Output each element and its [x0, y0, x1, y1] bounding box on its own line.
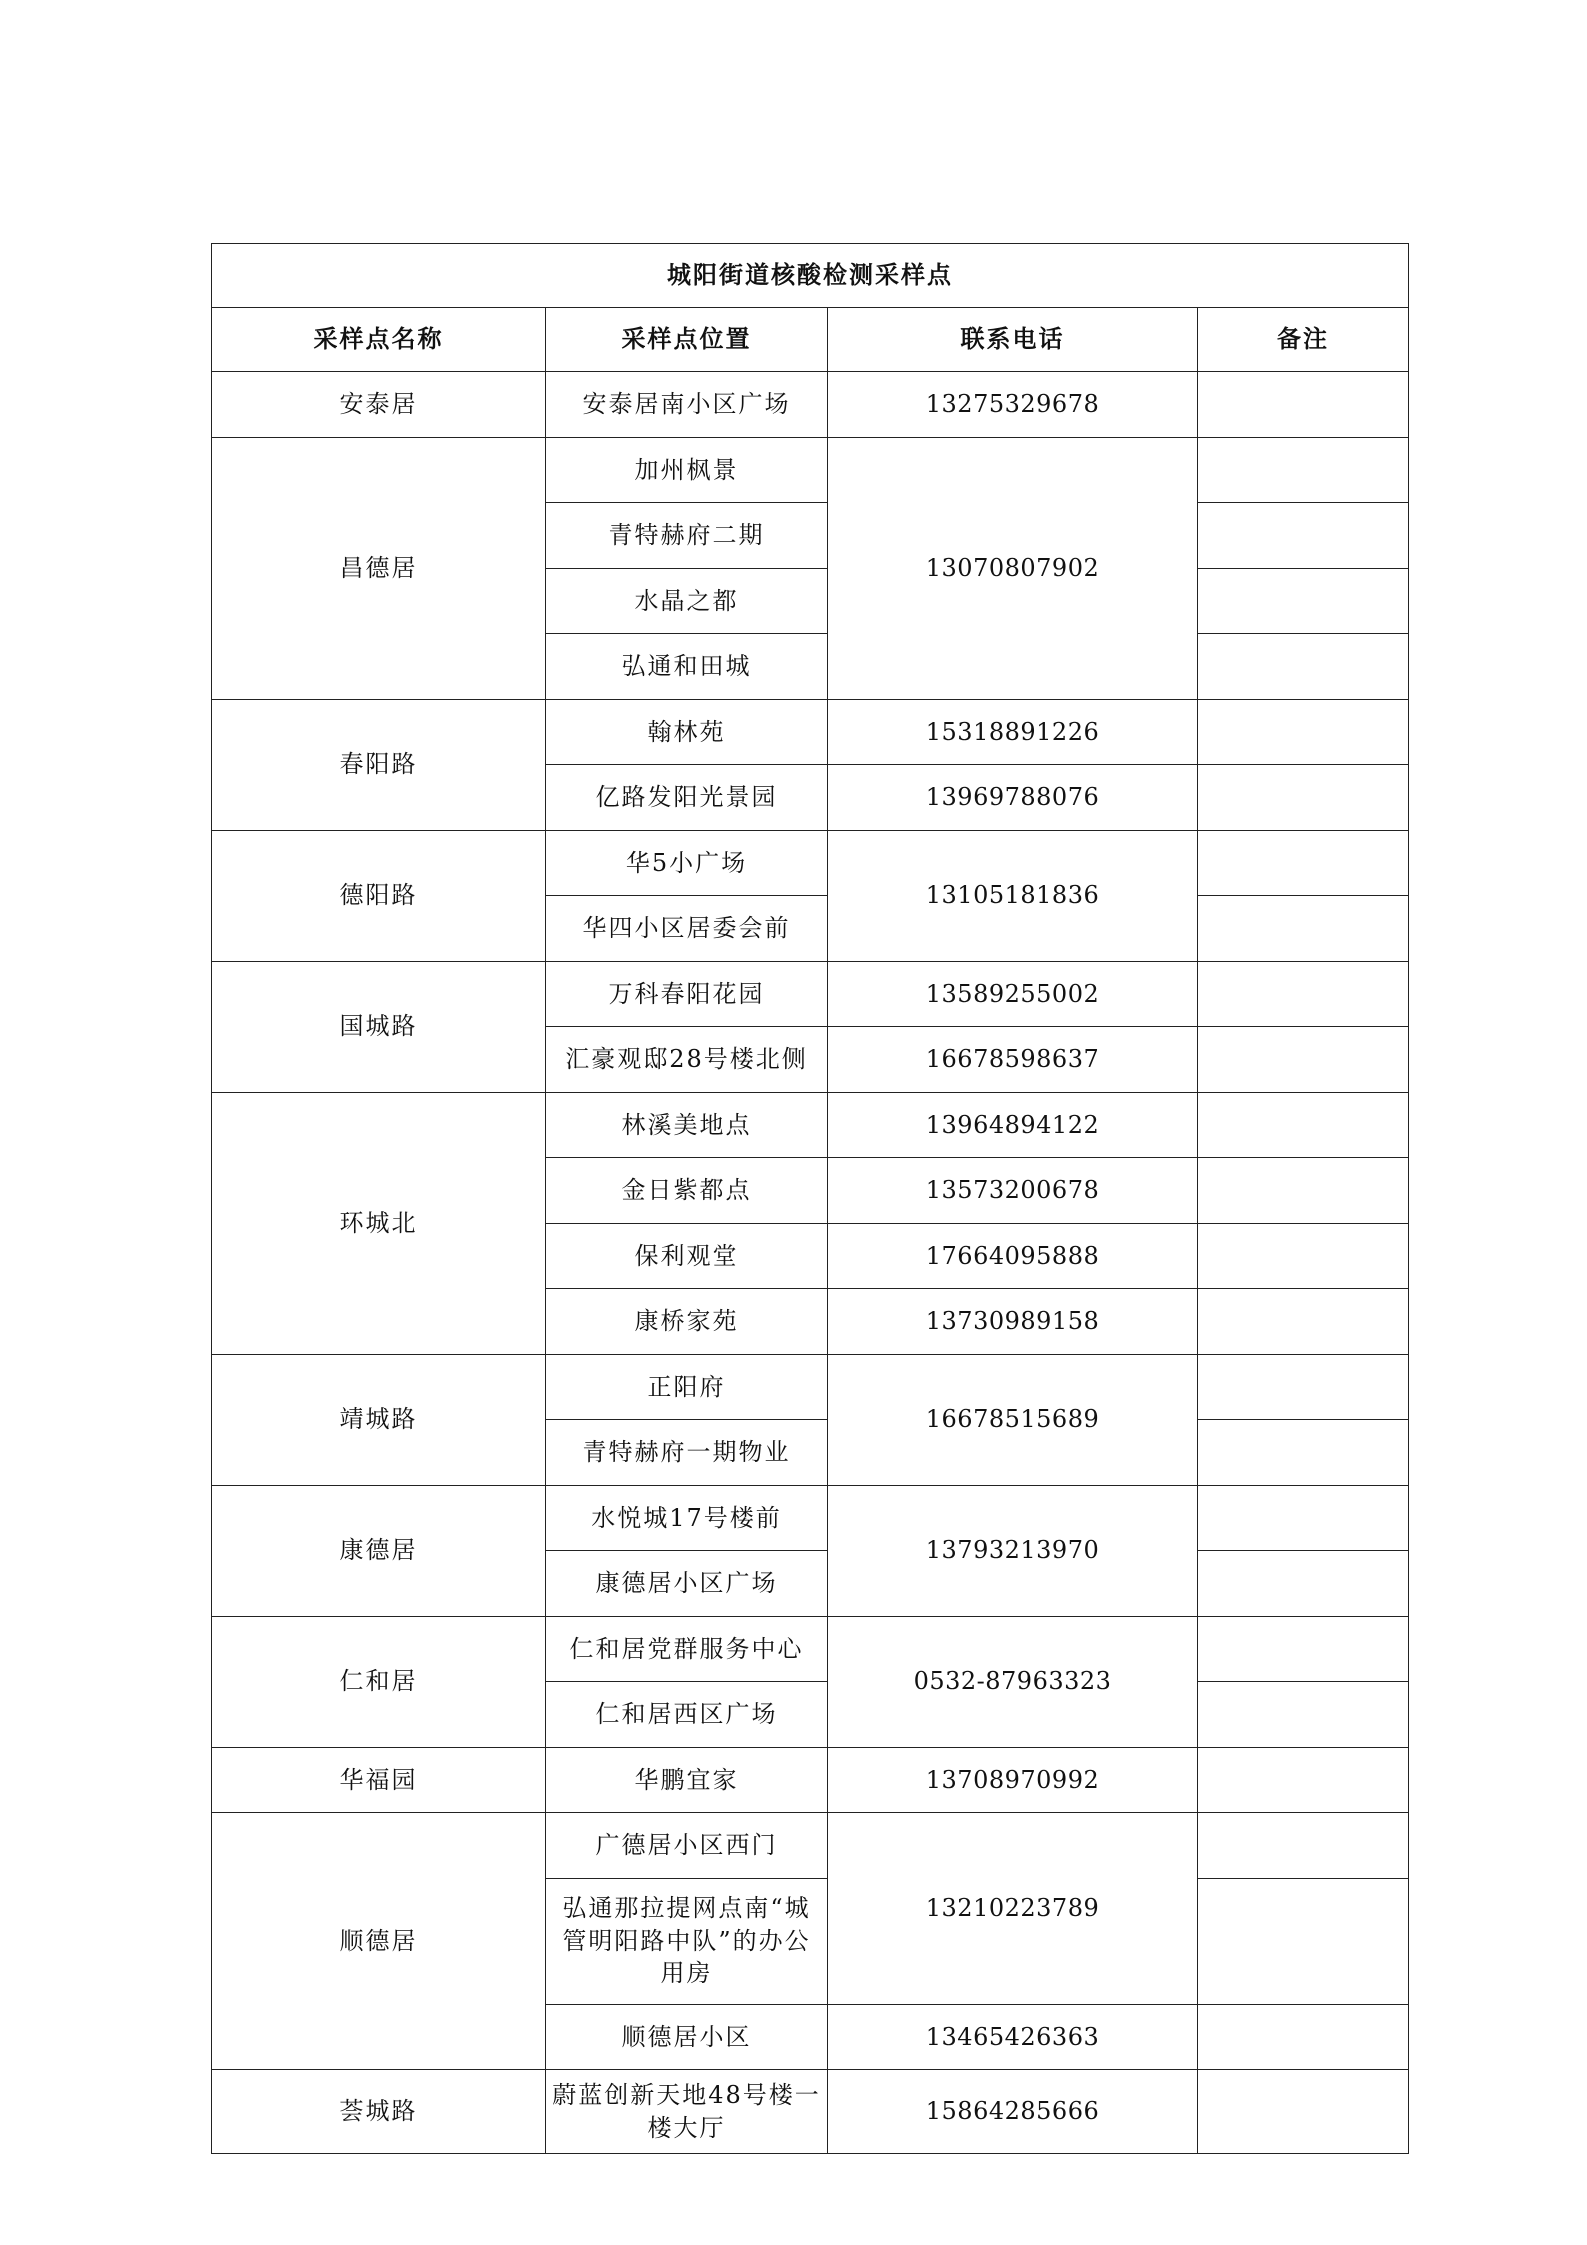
sampling-point-location: 康德居小区广场 — [546, 1551, 828, 1617]
contact-phone: 0532-87963323 — [828, 1616, 1198, 1747]
sampling-point-name: 春阳路 — [212, 699, 546, 830]
remarks-cell — [1198, 1092, 1409, 1158]
sampling-point-name: 靖城路 — [212, 1354, 546, 1485]
sampling-point-name: 顺德居 — [212, 1813, 546, 2070]
remarks-cell — [1198, 1027, 1409, 1093]
contact-phone: 13708970992 — [828, 1747, 1198, 1813]
sampling-point-location: 华5小广场 — [546, 830, 828, 896]
remarks-cell — [1198, 372, 1409, 438]
header-sampling-point-location: 采样点位置 — [546, 308, 828, 372]
sampling-point-location: 安泰居南小区广场 — [546, 372, 828, 438]
header-contact-phone: 联系电话 — [828, 308, 1198, 372]
contact-phone: 15864285666 — [828, 2070, 1198, 2154]
remarks-cell — [1198, 1420, 1409, 1486]
header-remarks: 备注 — [1198, 308, 1409, 372]
contact-phone: 13793213970 — [828, 1485, 1198, 1616]
remarks-cell — [1198, 503, 1409, 569]
remarks-cell — [1198, 1223, 1409, 1289]
remarks-cell — [1198, 830, 1409, 896]
sampling-point-location: 万科春阳花园 — [546, 961, 828, 1027]
remarks-cell — [1198, 1616, 1409, 1682]
sampling-point-location: 金日紫都点 — [546, 1158, 828, 1224]
sampling-point-location: 水悦城17号楼前 — [546, 1485, 828, 1551]
table-row — [212, 437, 1409, 503]
remarks-cell — [1198, 437, 1409, 503]
contact-phone: 16678598637 — [828, 1027, 1198, 1093]
sampling-point-location: 广德居小区西门 — [546, 1813, 828, 1879]
sampling-point-location: 林溪美地点 — [546, 1092, 828, 1158]
remarks-cell — [1198, 1289, 1409, 1355]
sampling-point-location: 康桥家苑 — [546, 1289, 828, 1355]
remarks-cell — [1198, 699, 1409, 765]
table-row — [212, 830, 1409, 896]
sampling-point-location: 汇豪观邸28号楼北侧 — [546, 1027, 828, 1093]
sampling-point-name: 德阳路 — [212, 830, 546, 961]
remarks-cell — [1198, 1158, 1409, 1224]
sampling-point-name: 华福园 — [212, 1747, 546, 1813]
contact-phone: 13969788076 — [828, 765, 1198, 831]
sampling-point-location: 加州枫景 — [546, 437, 828, 503]
contact-phone: 17664095888 — [828, 1223, 1198, 1289]
table-row — [212, 1354, 1409, 1420]
contact-phone: 13730989158 — [828, 1289, 1198, 1355]
contact-phone: 13105181836 — [828, 830, 1198, 961]
remarks-cell — [1198, 896, 1409, 962]
sampling-point-location: 保利观堂 — [546, 1223, 828, 1289]
sampling-point-location: 青特赫府二期 — [546, 503, 828, 569]
remarks-cell — [1198, 1485, 1409, 1551]
table-title: 城阳街道核酸检测采样点 — [212, 244, 1409, 308]
remarks-cell — [1198, 961, 1409, 1027]
sampling-point-name: 安泰居 — [212, 372, 546, 438]
contact-phone: 15318891226 — [828, 699, 1198, 765]
contact-phone: 13210223789 — [828, 1813, 1198, 2005]
header-sampling-point-name: 采样点名称 — [212, 308, 546, 372]
remarks-cell — [1198, 1354, 1409, 1420]
remarks-cell — [1198, 765, 1409, 831]
sampling-point-location: 亿路发阳光景园 — [546, 765, 828, 831]
contact-phone: 13589255002 — [828, 961, 1198, 1027]
sampling-point-location: 仁和居西区广场 — [546, 1682, 828, 1748]
sampling-point-location: 仁和居党群服务中心 — [546, 1616, 828, 1682]
remarks-cell — [1198, 1878, 1409, 2004]
remarks-cell — [1198, 634, 1409, 700]
sampling-point-location: 正阳府 — [546, 1354, 828, 1420]
sampling-point-name: 荟城路 — [212, 2070, 546, 2154]
sampling-point-location: 顺德居小区 — [546, 2004, 828, 2070]
contact-phone: 13275329678 — [828, 372, 1198, 438]
sampling-point-location: 青特赫府一期物业 — [546, 1420, 828, 1486]
contact-phone: 13964894122 — [828, 1092, 1198, 1158]
sampling-point-location: 华鹏宜家 — [546, 1747, 828, 1813]
sampling-point-name: 康德居 — [212, 1485, 546, 1616]
sampling-point-location: 水晶之都 — [546, 568, 828, 634]
table-row — [212, 1616, 1409, 1682]
remarks-cell — [1198, 2070, 1409, 2154]
remarks-cell — [1198, 1747, 1409, 1813]
sampling-point-location: 弘通和田城 — [546, 634, 828, 700]
table-row — [212, 1747, 1409, 1813]
table-row — [212, 699, 1409, 765]
contact-phone: 13465426363 — [828, 2004, 1198, 2070]
sampling-point-name: 昌德居 — [212, 437, 546, 699]
sampling-point-name: 国城路 — [212, 961, 546, 1092]
contact-phone: 13573200678 — [828, 1158, 1198, 1224]
remarks-cell — [1198, 1682, 1409, 1748]
table-row — [212, 1813, 1409, 1879]
remarks-cell — [1198, 1813, 1409, 1879]
sampling-point-location: 弘通那拉提网点南“城管明阳路中队”的办公用房 — [546, 1878, 828, 2004]
sampling-point-location: 翰林苑 — [546, 699, 828, 765]
sampling-points-table — [211, 243, 1409, 2154]
sampling-point-location: 华四小区居委会前 — [546, 896, 828, 962]
table-row — [212, 1485, 1409, 1551]
remarks-cell — [1198, 568, 1409, 634]
table-row — [212, 2070, 1409, 2154]
contact-phone: 13070807902 — [828, 437, 1198, 699]
sampling-point-name: 环城北 — [212, 1092, 546, 1354]
contact-phone: 16678515689 — [828, 1354, 1198, 1485]
remarks-cell — [1198, 2004, 1409, 2070]
table-body — [212, 372, 1409, 2154]
remarks-cell — [1198, 1551, 1409, 1617]
sampling-point-name: 仁和居 — [212, 1616, 546, 1747]
table-row — [212, 372, 1409, 438]
sampling-point-location: 蔚蓝创新天地48号楼一楼大厅 — [546, 2070, 828, 2154]
table-row — [212, 1092, 1409, 1158]
table-row — [212, 961, 1409, 1027]
